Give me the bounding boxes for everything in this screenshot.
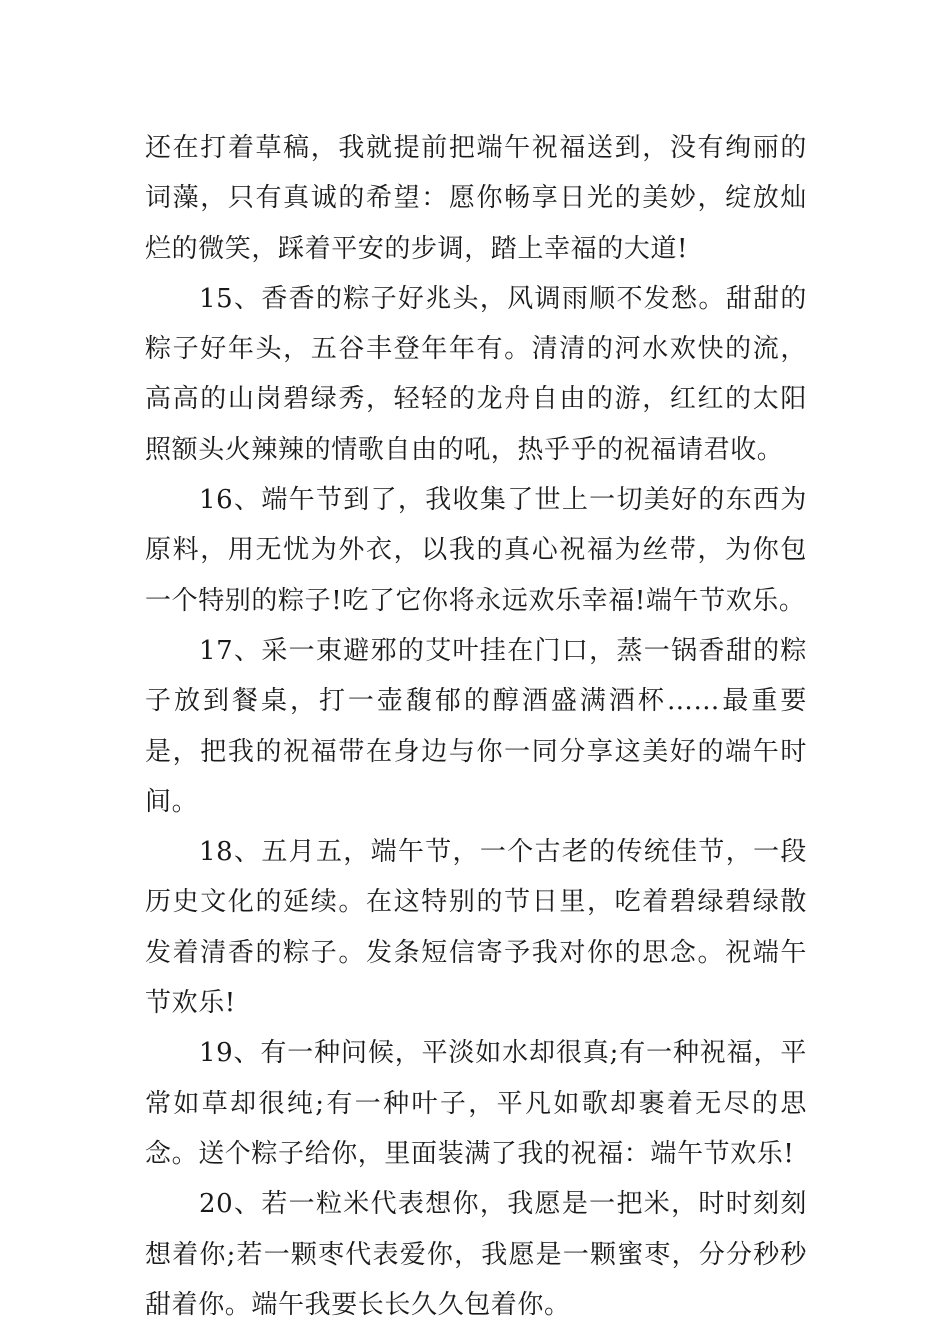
paragraph-17: 17、采一束避邪的艾叶挂在门口，蒸一锅香甜的粽子放到餐桌，打一壶馥郁的醇酒盛满酒杯……最重要是，把我的祝福带在身边与你一同分享这美好的端午时间。 — [145, 635, 807, 817]
paragraph-18: 18、五月五，端午节，一个古老的传统佳节，一段历史文化的延续。在这特别的节日里，吃着碧绿碧绿散发着清香的粽子。发条短信寄予我对你的思念。祝端午节欢乐! — [145, 837, 807, 1019]
paragraph-16: 16、端午节到了，我收集了世上一切美好的东西为原料，用无忧为外衣，以我的真心祝福为丝带，为你包一个特别的粽子!吃了它你将永远欢乐幸福!端午节欢乐。 — [145, 485, 807, 616]
paragraph-continued: 还在打着草稿，我就提前把端午祝福送到，没有绚丽的词藻，只有真诚的希望：愿你畅享日光的美妙，绽放灿烂的微笑，踩着平安的步调，踏上幸福的大道! — [145, 133, 807, 264]
paragraph-19: 19、有一种问候，平淡如水却很真;有一种祝福，平常如草却很纯;有一种叶子，平凡如歌却裹着无尽的思念。送个粽子给你，里面装满了我的祝福：端午节欢乐! — [145, 1038, 807, 1169]
document-body — [145, 123, 807, 1330]
paragraph-20: 20、若一粒米代表想你，我愿是一把米，时时刻刻想着你;若一颗枣代表爱你，我愿是一颗蜜枣，分分秒秒甜着你。端午我要长长久久包着你。 — [145, 1189, 807, 1320]
paragraph-15: 15、香香的粽子好兆头，风调雨顺不发愁。甜甜的粽子好年头，五谷丰登年年有。清清的河水欢快的流，高高的山岗碧绿秀，轻轻的龙舟自由的游，红红的太阳照额头火辣辣的情歌自由的吼，热乎乎的祝福请君收。 — [145, 283, 807, 465]
